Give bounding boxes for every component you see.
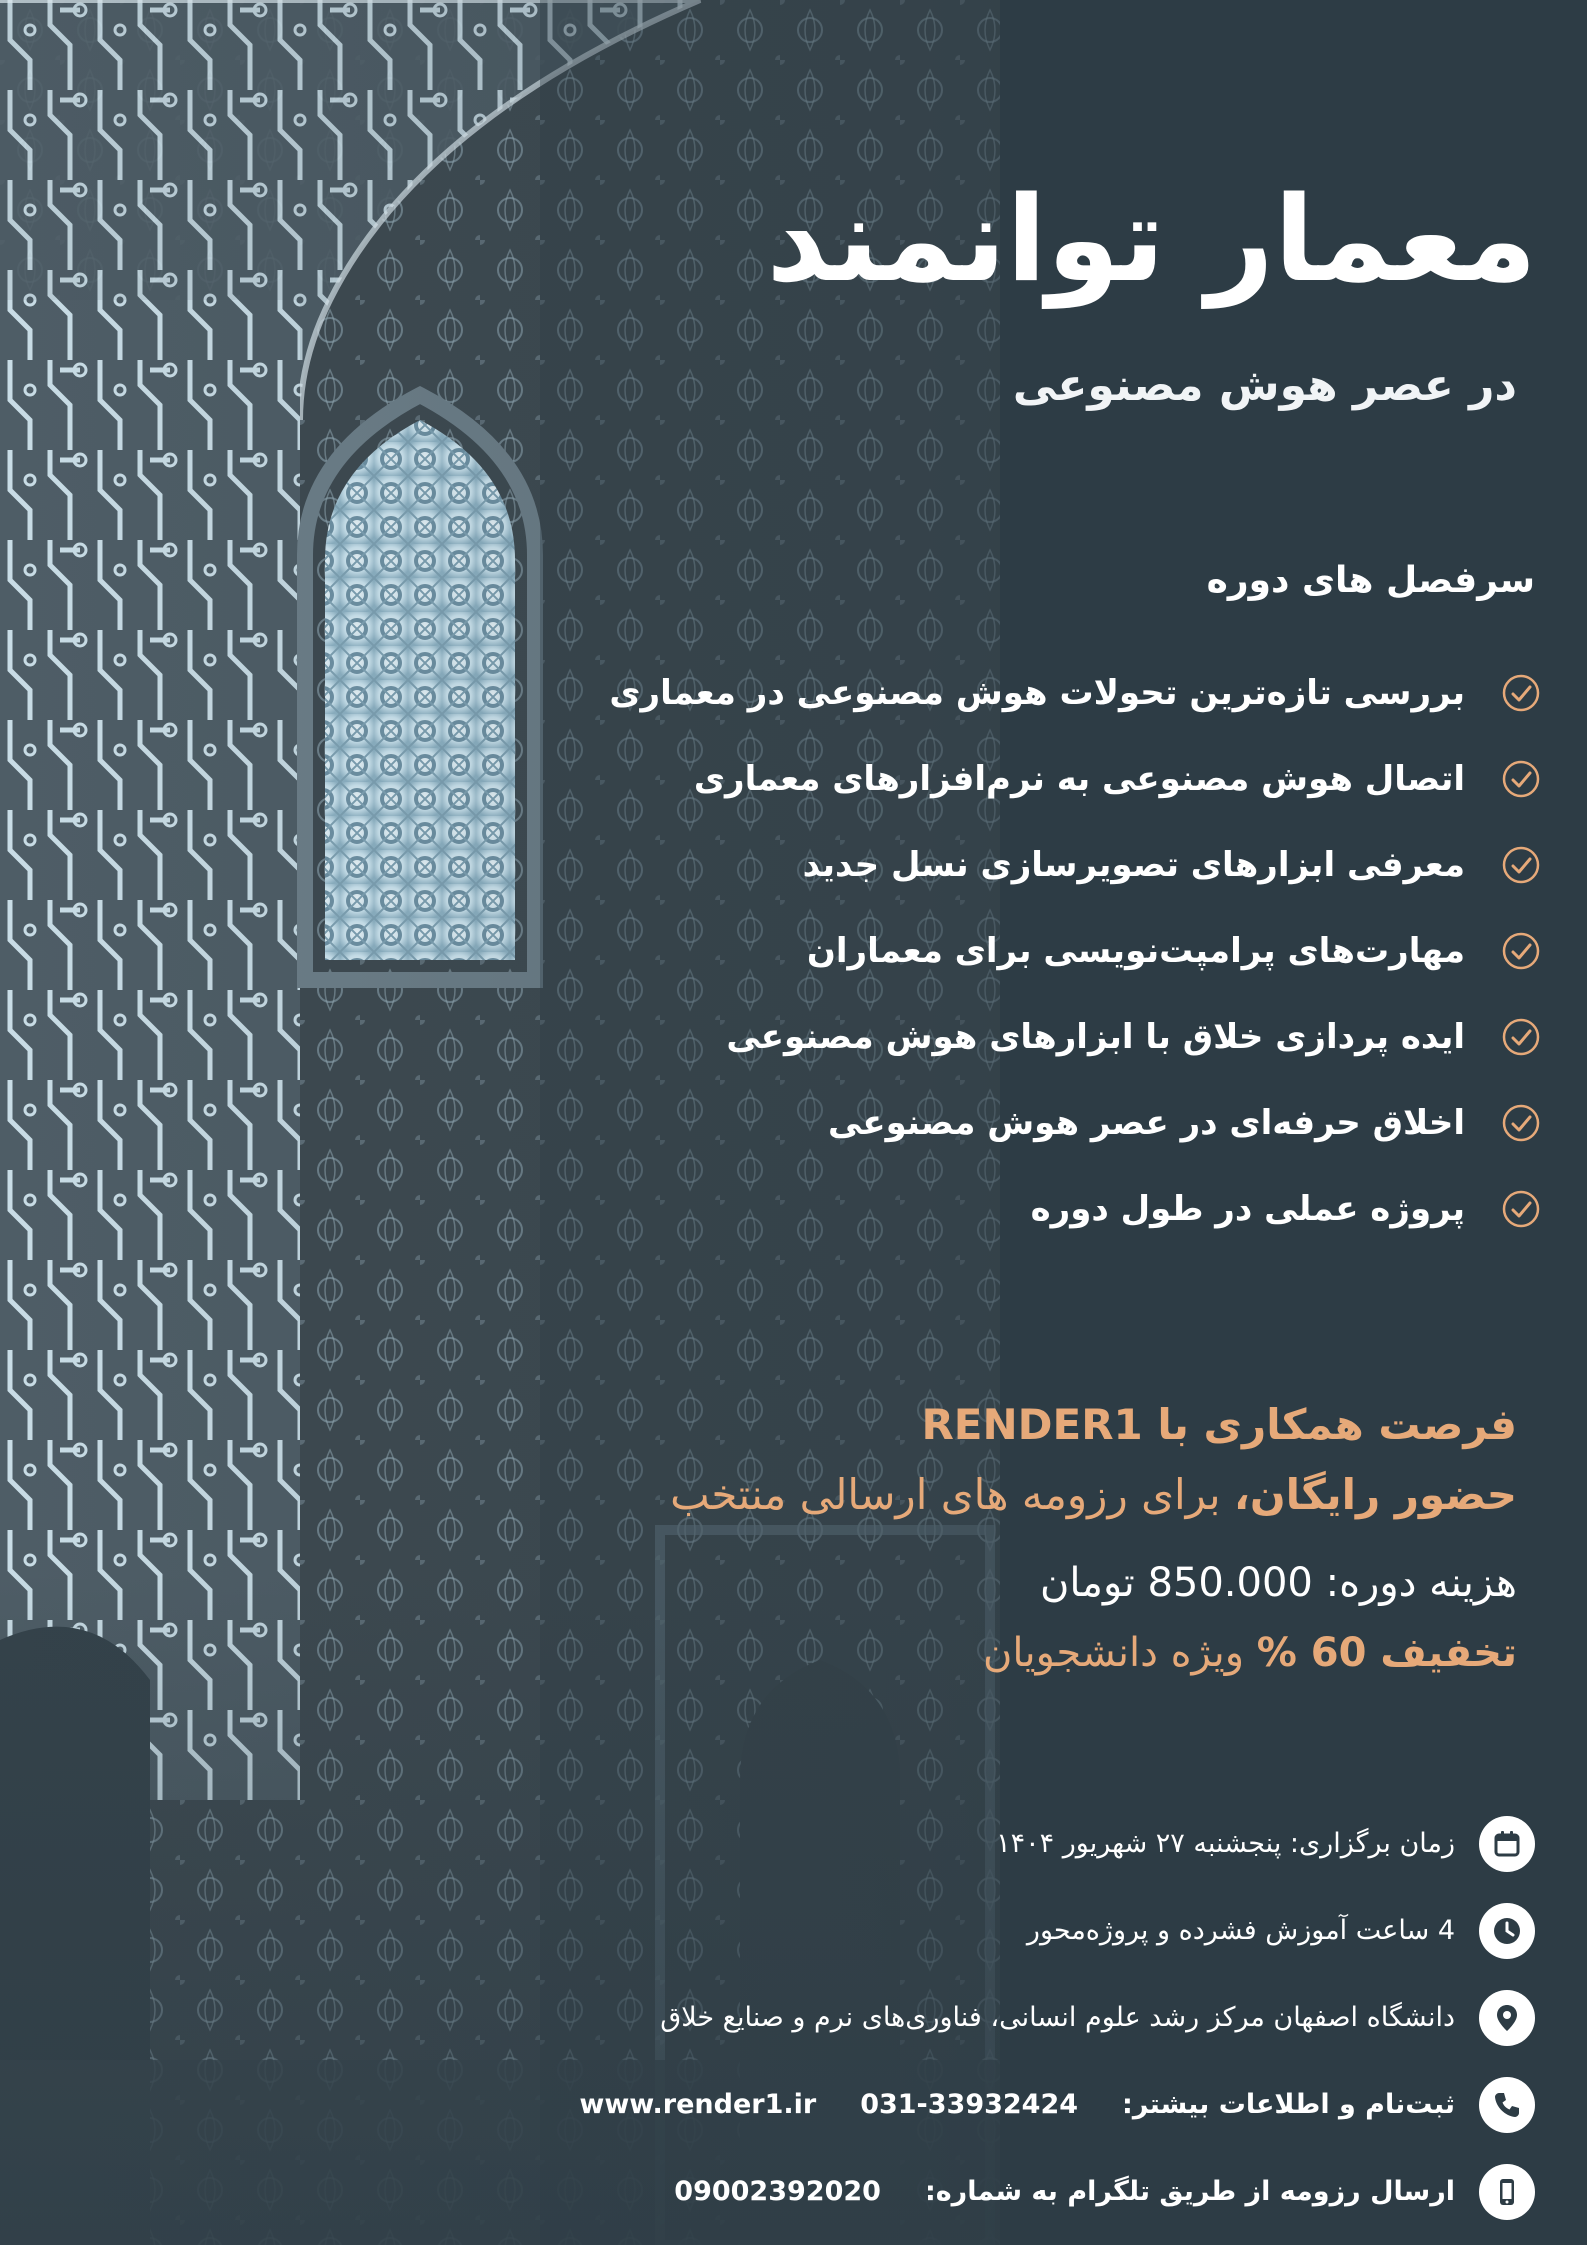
check-circle-icon bbox=[1501, 1189, 1541, 1229]
clock-icon bbox=[1479, 1903, 1535, 1959]
syllabus-item-text: پروژه عملی در طول دوره bbox=[1030, 1189, 1465, 1229]
phone-number[interactable]: 031-33932424 bbox=[860, 2089, 1079, 2120]
syllabus-list bbox=[541, 650, 1541, 1252]
location-pin-icon bbox=[1479, 1990, 1535, 2046]
info-row-telegram bbox=[335, 2148, 1535, 2235]
event-date: زمان برگزاری: پنجشنبه ۲۷ شهریور ۱۴۰۴ bbox=[996, 1828, 1455, 1859]
telegram-label: ارسال رزومه از طریق تلگرام به شماره: bbox=[924, 2176, 1455, 2207]
telegram-number[interactable]: 09002392020 bbox=[674, 2176, 881, 2207]
syllabus-item bbox=[541, 736, 1541, 822]
syllabus-item bbox=[541, 994, 1541, 1080]
info-row-location bbox=[335, 1974, 1535, 2061]
check-circle-icon bbox=[1501, 1103, 1541, 1143]
free-attendance-rest: برای رزومه های ارسالی منتخب bbox=[670, 1470, 1234, 1519]
website-link[interactable]: www.render1.ir bbox=[579, 2089, 817, 2120]
syllabus-item-text: مهارت‌های پرامپت‌نویسی برای معماران bbox=[806, 931, 1465, 971]
check-circle-icon bbox=[1501, 931, 1541, 971]
syllabus-item-text: ایده پردازی خلاق با ابزارهای هوش مصنوعی bbox=[726, 1017, 1465, 1057]
free-attendance-note bbox=[670, 1470, 1517, 1519]
check-circle-icon bbox=[1501, 759, 1541, 799]
register-info bbox=[579, 2089, 1455, 2120]
collaboration-offer: فرصت همکاری با RENDER1 bbox=[921, 1400, 1517, 1449]
info-row-register bbox=[335, 2061, 1535, 2148]
syllabus-item-text: اخلاق حرفه‌ای در عصر هوش مصنوعی bbox=[828, 1103, 1465, 1143]
syllabus-item bbox=[541, 1166, 1541, 1252]
student-discount bbox=[983, 1630, 1517, 1676]
check-circle-icon bbox=[1501, 673, 1541, 713]
subtitle: در عصر هوش مصنوعی bbox=[1012, 360, 1517, 411]
info-row-date bbox=[335, 1800, 1535, 1887]
check-circle-icon bbox=[1501, 1017, 1541, 1057]
phone-icon bbox=[1479, 2077, 1535, 2133]
info-row-duration bbox=[335, 1887, 1535, 1974]
syllabus-item bbox=[541, 650, 1541, 736]
calendar-icon bbox=[1479, 1816, 1535, 1872]
free-attendance-bold: حضور رایگان، bbox=[1233, 1470, 1517, 1519]
syllabus-item-text: اتصال هوش مصنوعی به نرم‌افزارهای معماری bbox=[693, 759, 1465, 799]
info-list bbox=[335, 1800, 1535, 2235]
syllabus-item bbox=[541, 1080, 1541, 1166]
telegram-info bbox=[674, 2176, 1455, 2207]
course-duration: 4 ساعت آموزش فشرده و پروژه‌محور bbox=[1026, 1915, 1455, 1946]
mobile-icon bbox=[1479, 2164, 1535, 2220]
syllabus-item-text: معرفی ابزارهای تصویرسازی نسل جدید bbox=[802, 845, 1465, 885]
register-label: ثبت‌نام و اطلاعات بیشتر: bbox=[1122, 2089, 1455, 2120]
syllabus-item-text: بررسی تازه‌ترین تحولات هوش مصنوعی در معماری bbox=[609, 673, 1465, 713]
syllabus-item bbox=[541, 908, 1541, 994]
course-price: هزینه دوره: 850.000 تومان bbox=[1039, 1560, 1517, 1606]
check-circle-icon bbox=[1501, 845, 1541, 885]
main-title: معمار توانمند bbox=[766, 170, 1537, 308]
syllabus-item bbox=[541, 822, 1541, 908]
discount-bold: تخفیف 60 % bbox=[1256, 1630, 1517, 1676]
syllabus-heading: سرفصل های دوره bbox=[1206, 560, 1535, 601]
discount-rest: ویژه دانشجویان bbox=[982, 1630, 1257, 1676]
event-location: دانشگاه اصفهان مرکز رشد علوم انسانی، فناوری‌های نرم و صنایع خلاق bbox=[660, 2002, 1455, 2033]
